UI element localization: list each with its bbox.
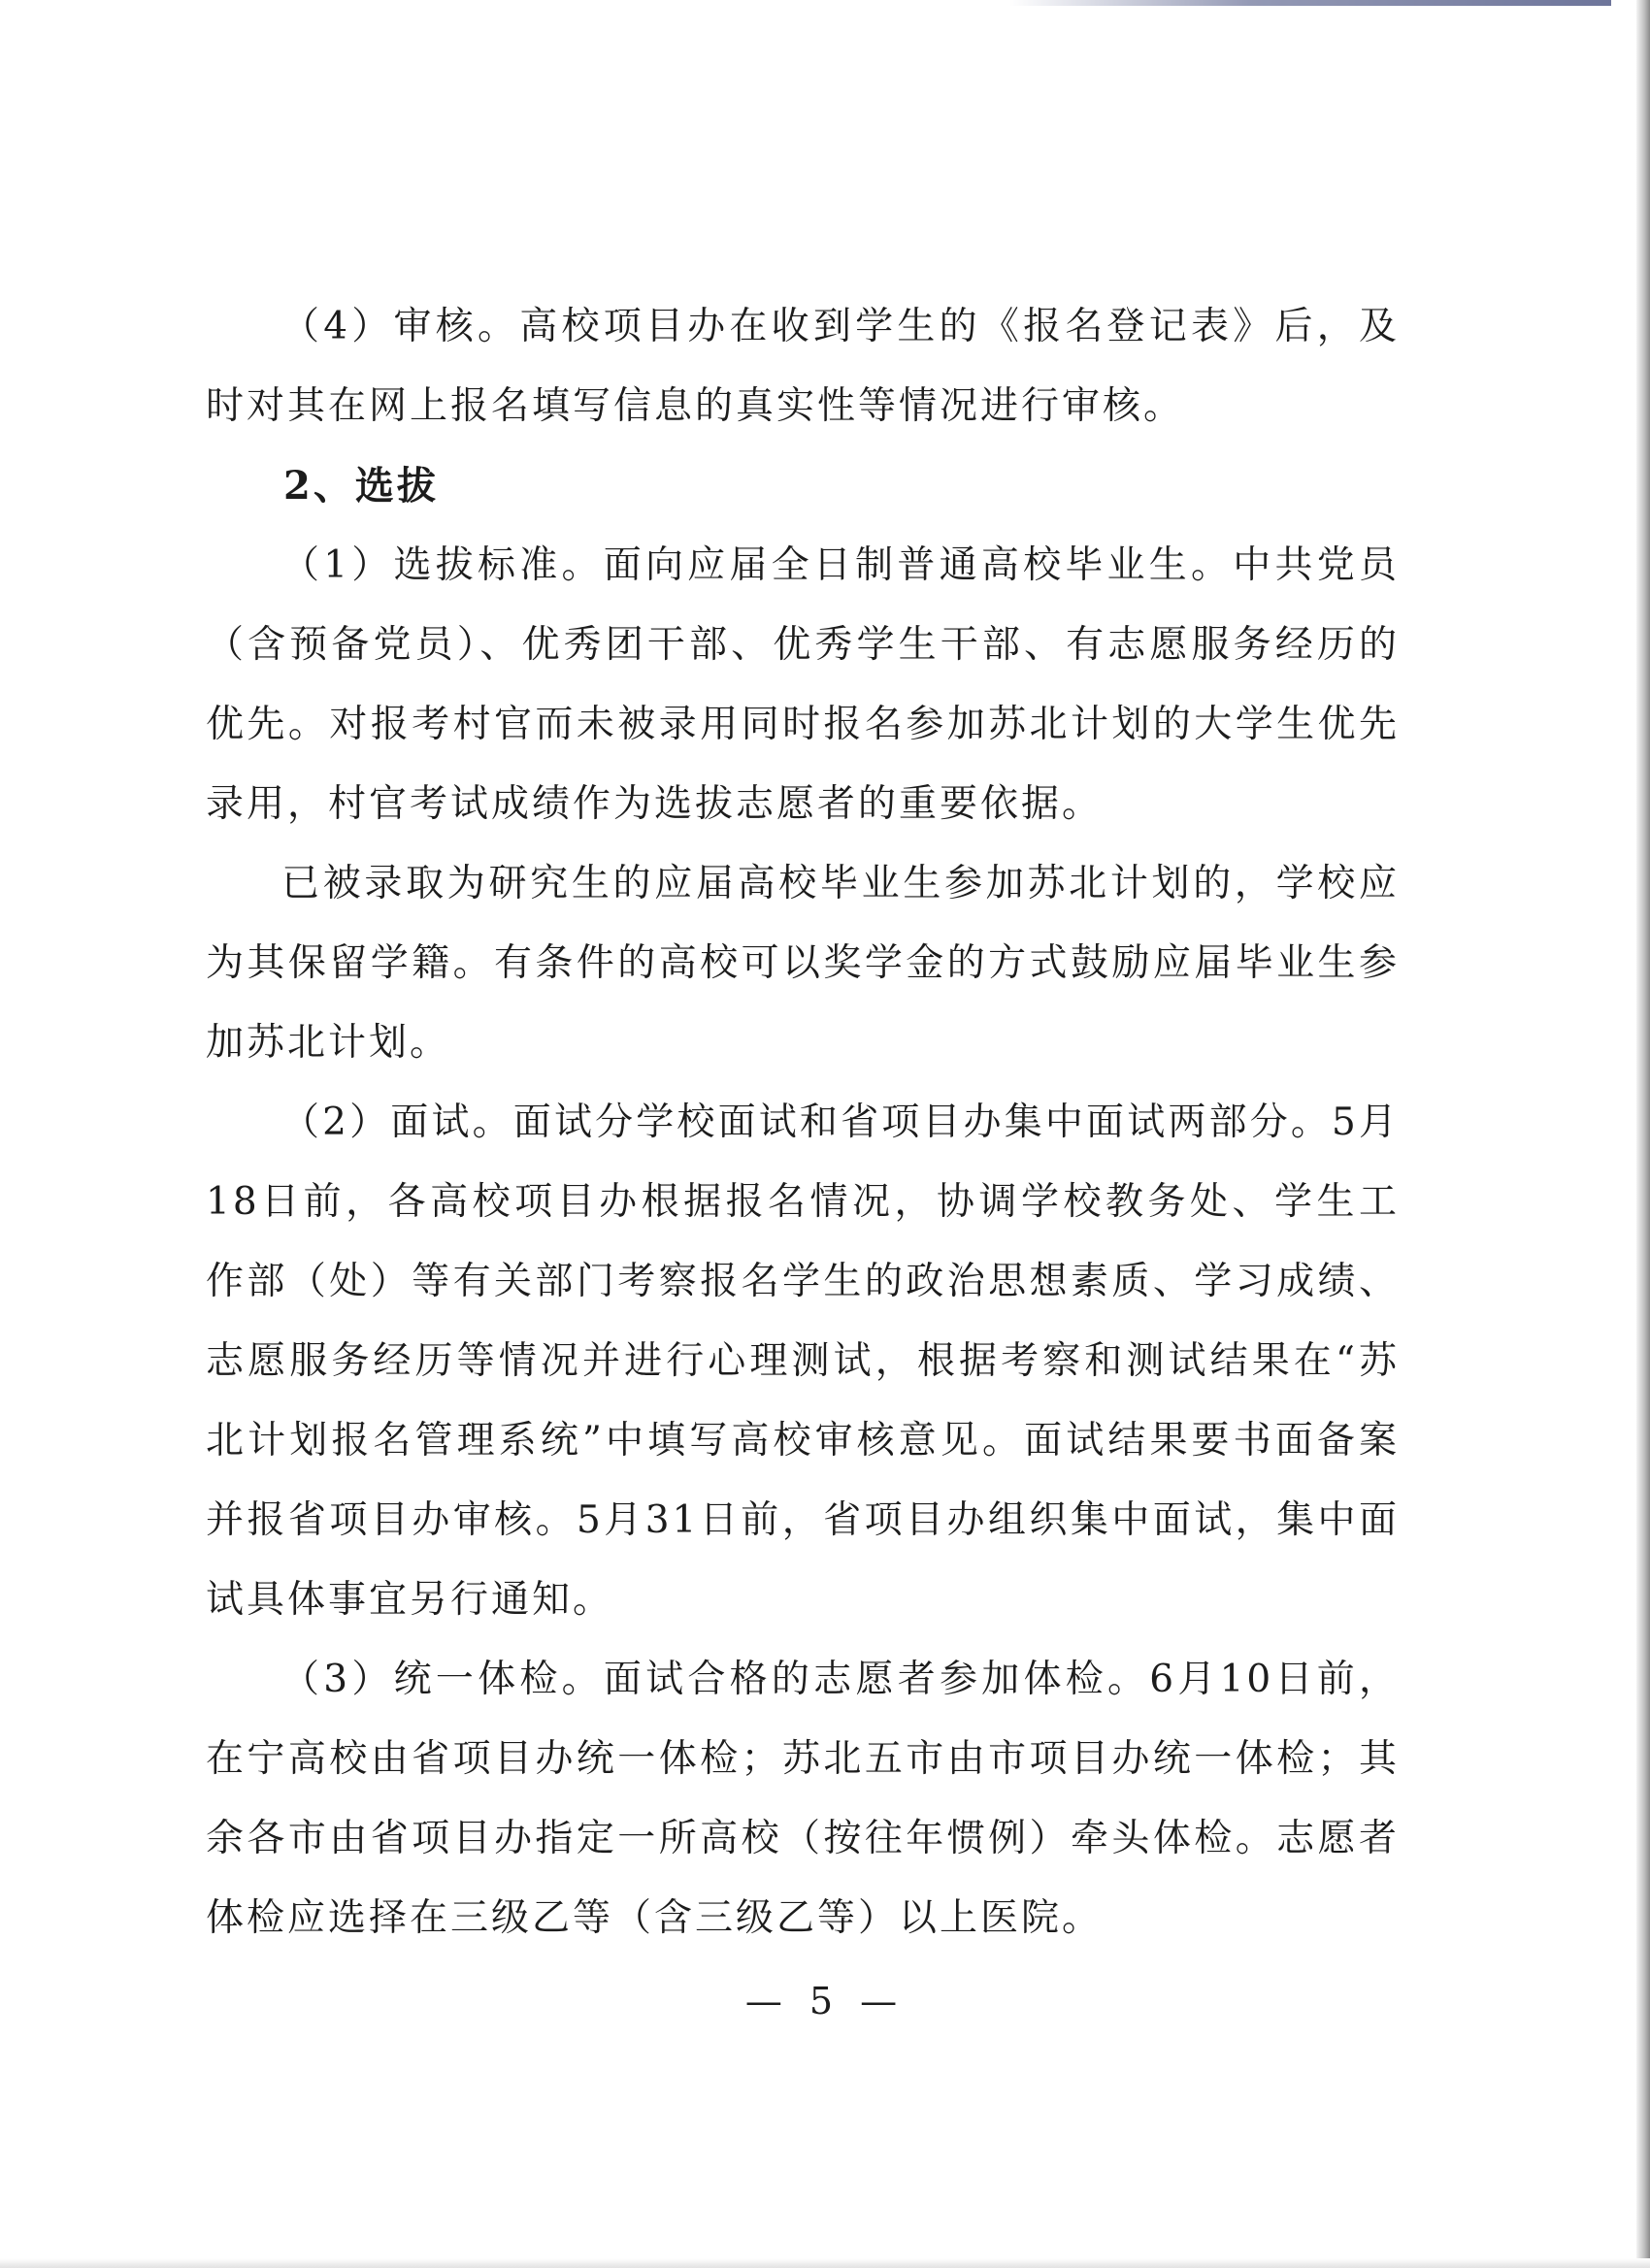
scan-top-edge-shadow: [1009, 0, 1611, 6]
scan-right-edge-shadow: [1636, 0, 1650, 2268]
scan-bottom-edge-shadow: [0, 2258, 1650, 2268]
page-number: — 5 —: [744, 1980, 906, 2022]
section-heading-selection: 2、选拔: [283, 463, 439, 509]
paragraph-graduate-status: 已被录取为研究生的应届高校毕业生参加苏北计划的，学校应为其保留学籍。有条件的高校可以奖学金的方式鼓励应届毕业生参加苏北计划。: [206, 862, 1400, 1065]
paragraph-interview: （2）面试。面试分学校面试和省项目办集中面试两部分。5月18日前，各高校项目办根据报名情况，协调学校教务处、学生工作部（处）等有关部门考察报名学生的政治思想素质、学习成绩、志愿服务经历等情况并进行心理测试，根据考察和测试结果在“苏北计划报名管理系统”中填写高校审核意见。面试结果要书面备案并报省项目办审核。5月31日前，省项目办组织集中面试，集中面试具体事宜另行通知。: [206, 1101, 1400, 1622]
paragraph-physical-exam: （3）统一体检。面试合格的志愿者参加体检。6月10日前，在宁高校由省项目办统一体检；苏北五市由市项目办统一体检；其余各市由省项目办指定一所高校（按往年惯例）牵头体检。志愿者体检应选择在三级乙等（含三级乙等）以上医院。: [206, 1658, 1400, 1940]
paragraph-selection-criteria: （1）选拔标准。面向应届全日制普通高校毕业生。中共党员（含预备党员）、优秀团干部、优秀学生干部、有志愿服务经历的优先。对报考村官而未被录用同时报名参加苏北计划的大学生优先录用，村官考试成绩作为选拔志愿者的重要依据。: [206, 543, 1400, 826]
document-body: [206, 287, 1400, 1958]
paragraph-review: （4）审核。高校项目办在收到学生的《报名登记表》后，及时对其在网上报名填写信息的真实性等情况进行审核。: [206, 305, 1400, 428]
